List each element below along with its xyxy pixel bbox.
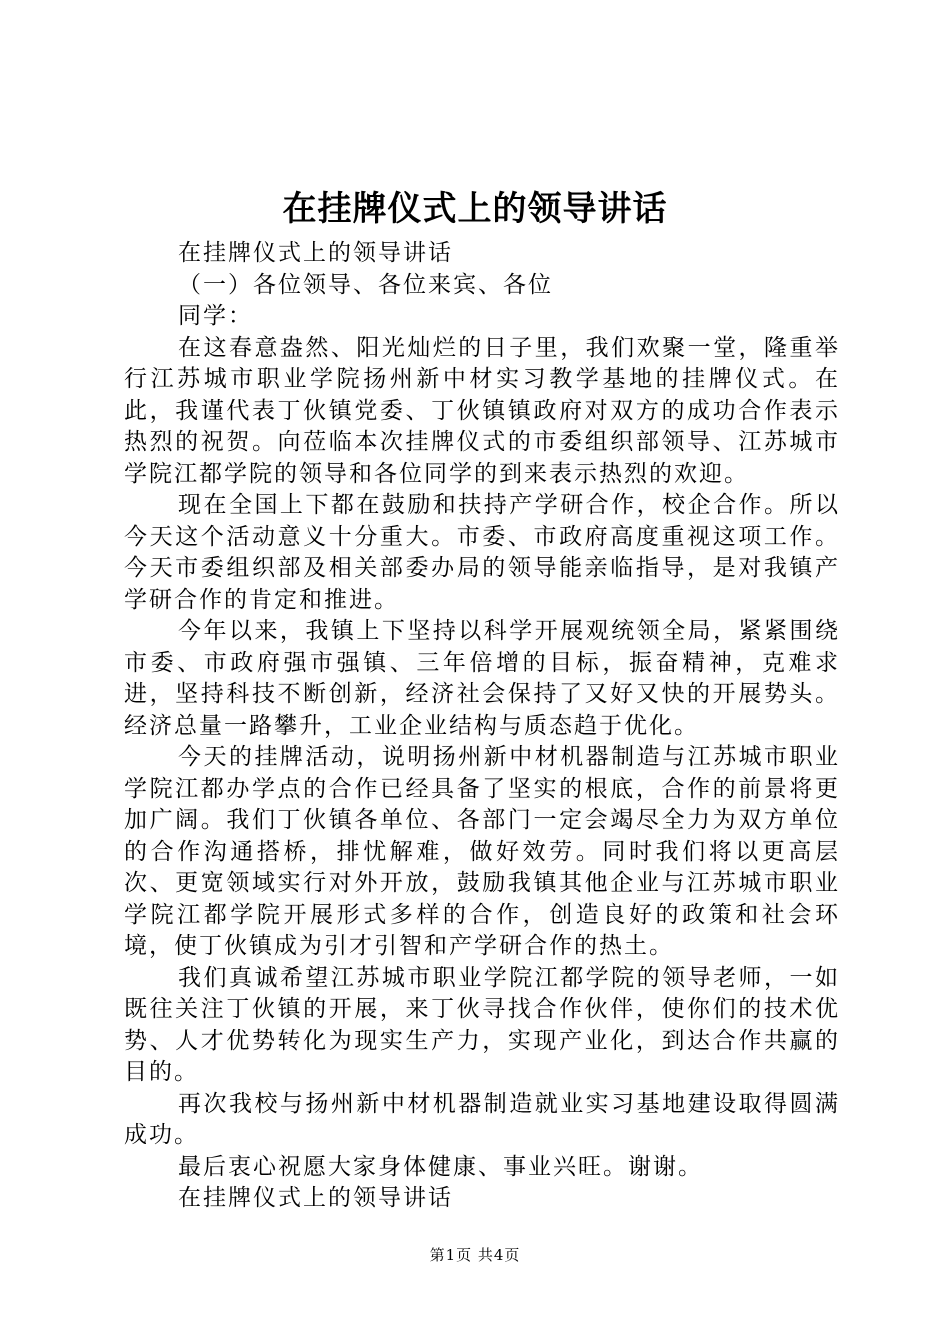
paragraph-next-title: 在挂牌仪式上的领导讲话 [178, 1185, 453, 1211]
paragraph-progress: 今年以来，我镇上下坚持以科学开展观统领全局，紧紧围绕市委、市政府强市强镇、三年倍增的目标，振奋精神，克难求进，坚持科技不断创新，经济社会保持了又好又快的开展势头。经济总量一路攀升，工业企业结构与质态趋于优化。 [124, 618, 840, 739]
paragraph-success: 再次我校与扬州新中材机器制造就业实习基地建设取得圆满成功。 [124, 1090, 840, 1148]
paragraph-welcome: 在这春意盎然、阳光灿烂的日子里，我们欢聚一堂，隆重举行江苏城市职业学院扬州新中材实习教学基地的挂牌仪式。在此，我谨代表丁伙镇党委、丁伙镇镇政府对双方的成功合作表示热烈的祝贺。向莅临本次挂牌仪式的市委组织部领导、江苏城市学院江都学院的领导和各位同学的到来表示热烈的欢迎。 [124, 334, 840, 487]
paragraph-significance: 现在全国上下都在鼓励和扶持产学研合作，校企合作。所以今天这个活动意义十分重大。市委、市政府高度重视这项工作。今天市委组织部及相关部委办局的领导能亲临指导，是对我镇产学研合作的肯定和推进。 [124, 492, 840, 613]
paragraph-subtitle: 在挂牌仪式上的领导讲话 [178, 240, 453, 266]
paragraph-closing: 最后衷心祝愿大家身体健康、事业兴旺。谢谢。 [178, 1153, 703, 1180]
paragraph-hope: 我们真诚希望江苏城市职业学院江都学院的领导老师，一如既往关注丁伙镇的开展，来丁伙寻找合作伙伴，使你们的技术优势、人才优势转化为现实生产力，实现产业化，到达合作共赢的目的。 [124, 964, 840, 1085]
paragraph-salutation-2: 同学： [178, 303, 253, 329]
document-title: 在挂牌仪式上的领导讲话 [282, 189, 668, 229]
paragraph-cooperation: 今天的挂牌活动，说明扬州新中材机器制造与江苏城市职业学院江都办学点的合作已经具备了坚实的根底，合作的前景将更加广阔。我们丁伙镇各单位、各部门一定会竭尽全力为双方单位的合作沟通搭桥，排忧解难，做好效劳。同时我们将以更高层次、更宽领域实行对外开放，鼓励我镇其他企业与江苏城市职业学院江都学院开展形式多样的合作，创造良好的政策和社会环境，使丁伙镇成为引才引智和产学研合作的热土。 [124, 744, 840, 959]
paragraph-salutation-1: （一）各位领导、各位来宾、各位 [178, 271, 553, 298]
document-body [124, 238, 840, 1215]
page-footer: 第1页 共4页 [429, 1246, 521, 1264]
